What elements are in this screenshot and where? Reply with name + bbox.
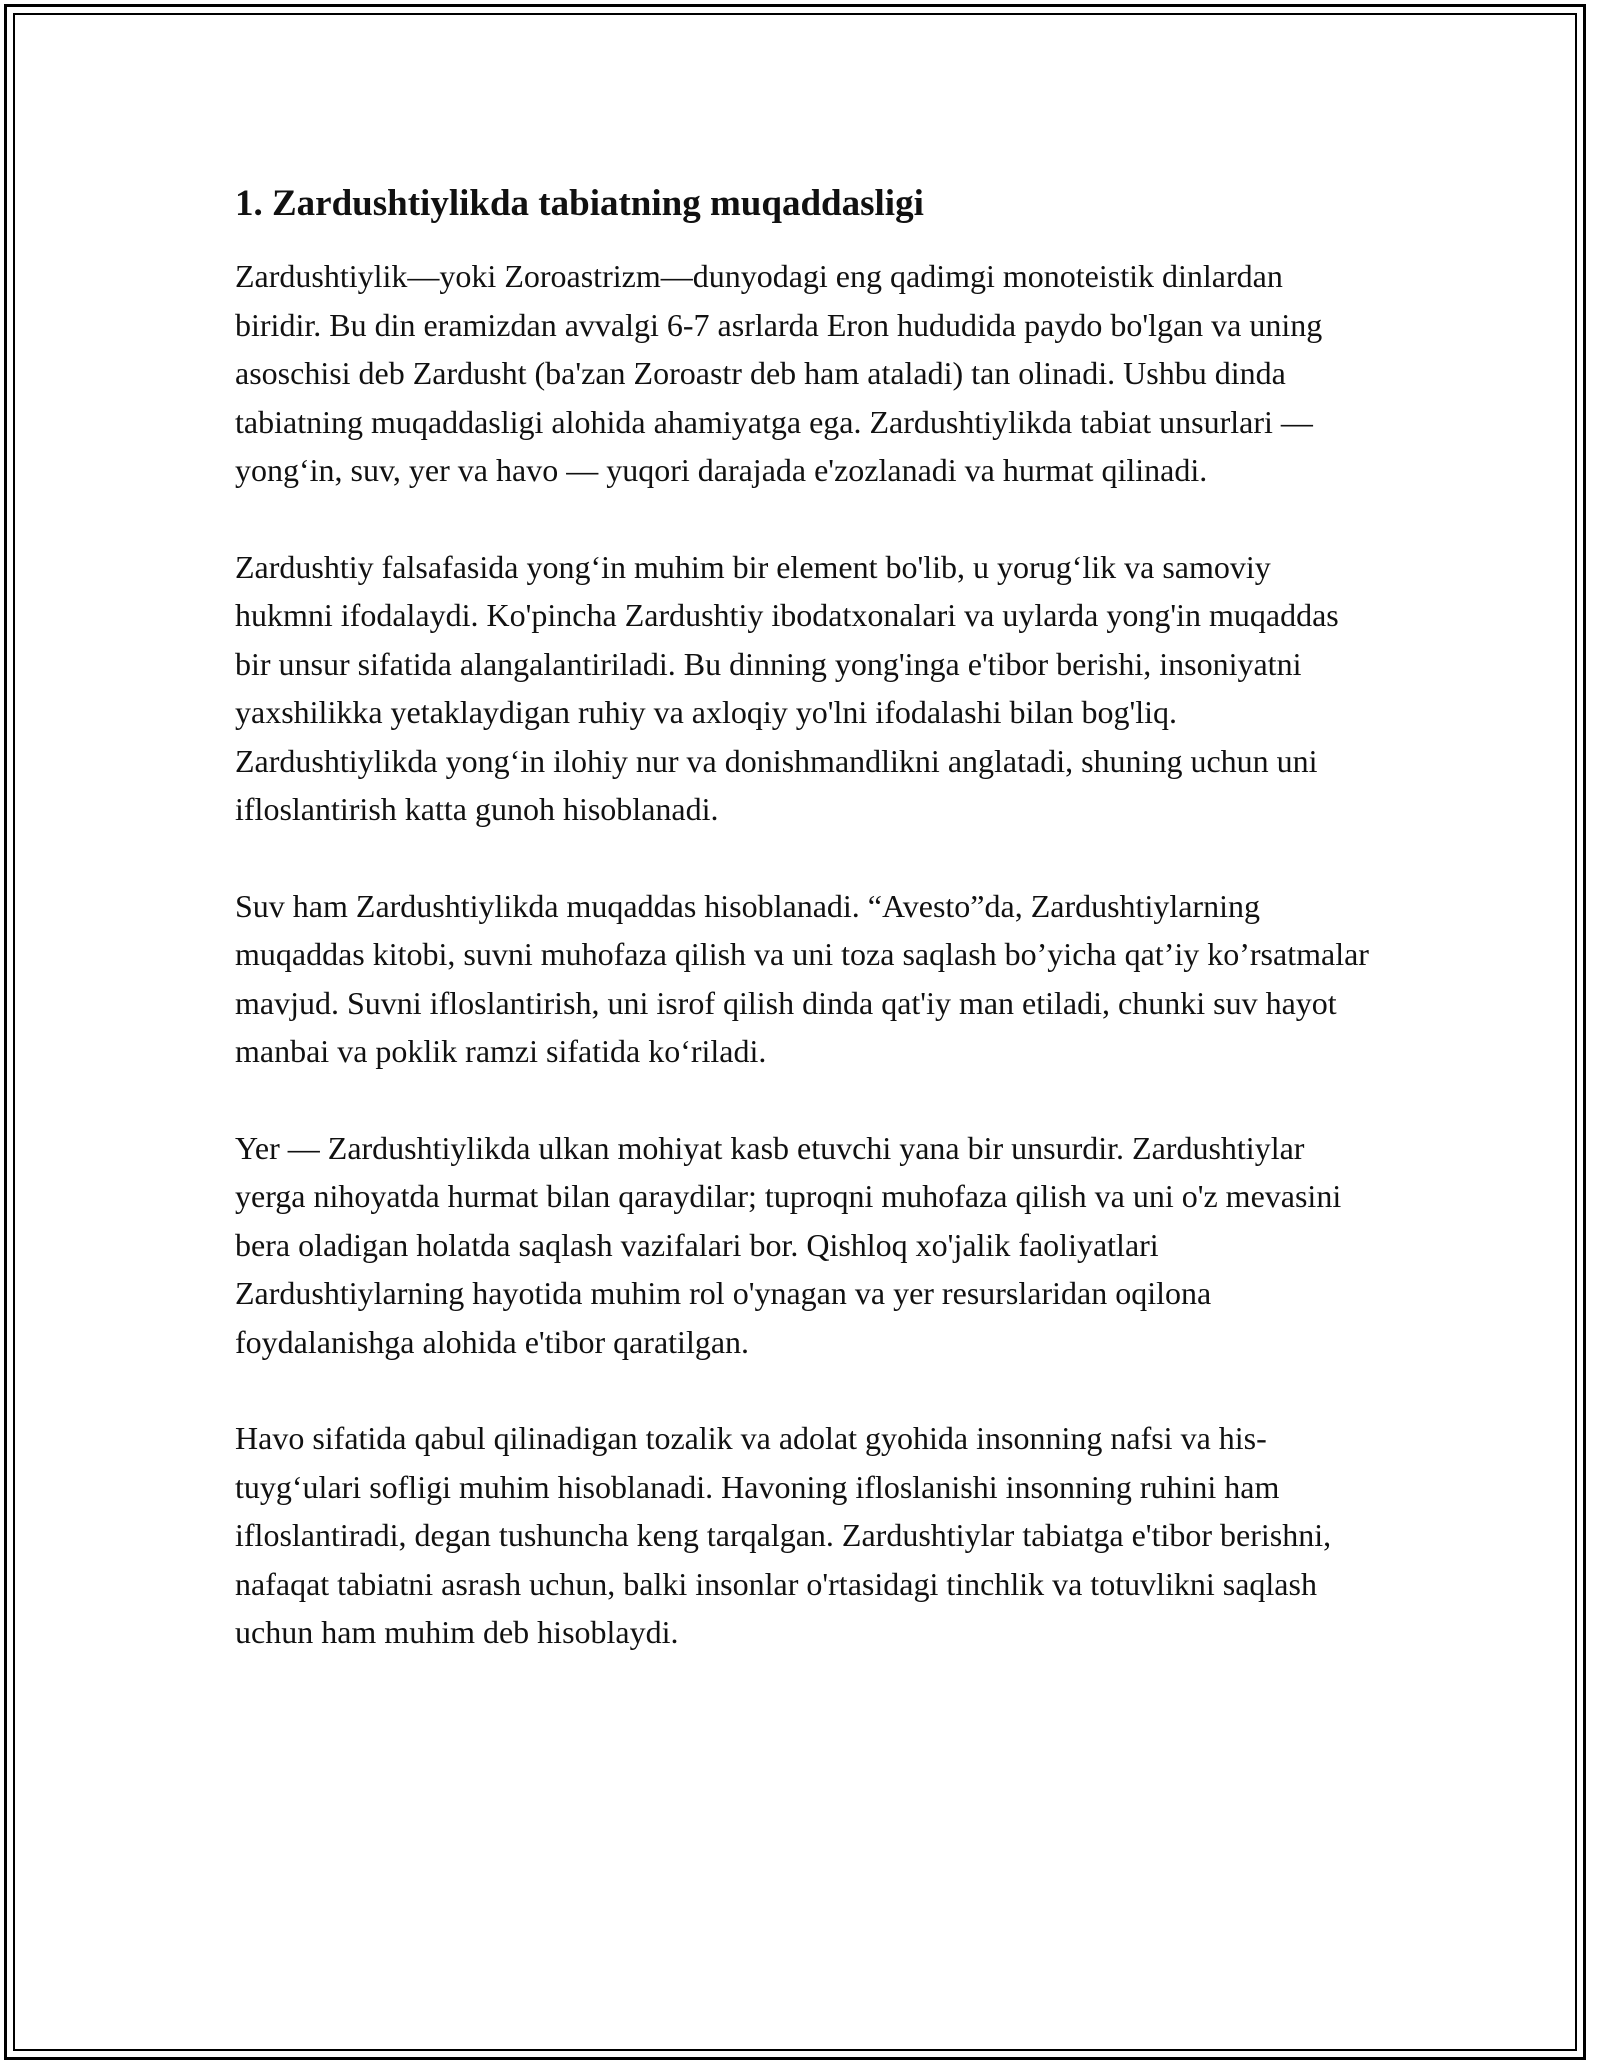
document-title: 1. Zardushtiylikda tabiatning muqaddasligi xyxy=(235,183,924,224)
document-body xyxy=(235,180,1375,1705)
paragraph-intro: Zardushtiylik—yoki Zoroastrizm—dunyodagi eng qadimgi monoteistik dinlardan biridir. Bu din eramizdan avvalgi 6-7 asrlarda Eron hududida paydo bo'lgan va uning asoschisi deb Zardusht (ba'zan Zoroastr deb ham ataladi) tan olinadi. Ushbu dinda tabiatning muqaddasligi alohida ahamiyatga ega. Zardushtiylikda tabiat unsurlari — yong‘in, suv, yer va havo — yuqori darajada e'zozlanadi va hurmat qilinadi. xyxy=(235,258,1323,489)
paragraph-air: Havo sifatida qabul qilinadigan tozalik va adolat gyohida insonning nafsi va his-tuyg‘ulari sofligi muhim hisoblanadi. Havoning ifloslanishi insonning ruhini ham ifloslantiradi, degan tushuncha keng tarqalgan. Zardushtiylar tabiatga e'tibor berishni, nafaqat tabiatni asrash uchun, balki insonlar o'rtasidagi tinchlik va totuvlikni saqlash uchun ham muhim deb hisoblaydi. xyxy=(235,1420,1332,1651)
paragraph-earth: Yer — Zardushtiylikda ulkan mohiyat kasb etuvchi yana bir unsurdir. Zardushtiylar yerga nihoyatda hurmat bilan qaraydilar; tuproqni muhofaza qilish va uni o'z mevasini bera oladigan holatda saqlash vazifalari bor. Qishloq xo'jalik faoliyatlari Zardushtiylarning hayotida muhim rol o'ynagan va yer resurslaridan oqilona foydalanishga alohida e'tibor qaratilgan. xyxy=(235,1129,1342,1360)
paragraph-fire: Zardushtiy falsafasida yong‘in muhim bir element bo'lib, u yorug‘lik va samoviy hukmni ifodalaydi. Ko'pincha Zardushtiy ibodatxonalari va uylarda yong'in muqaddas bir unsur sifatida alangalantiriladi. Bu dinning yong'inga e'tibor berishi, insoniyatni yaxshilikka yetaklaydigan ruhiy va axloqiy yo'lni ifodalashi bilan bog'liq. Zardushtiylikda yong‘in ilohiy nur va donishmandlikni anglatadi, shuning uchun uni ifloslantirish katta gunoh hisoblanadi. xyxy=(235,548,1339,828)
paragraph-water: Suv ham Zardushtiylikda muqaddas hisoblanadi. “Avesto”da, Zardushtiylarning muqaddas kitobi, suvni muhofaza qilish va uni toza saqlash bo’yicha qat’iy ko’rsatmalar mavjud. Suvni ifloslantirish, uni isrof qilish dinda qat'iy man etiladi, chunki suv hayot manbai va poklik ramzi sifatida ko‘riladi. xyxy=(235,887,1369,1070)
